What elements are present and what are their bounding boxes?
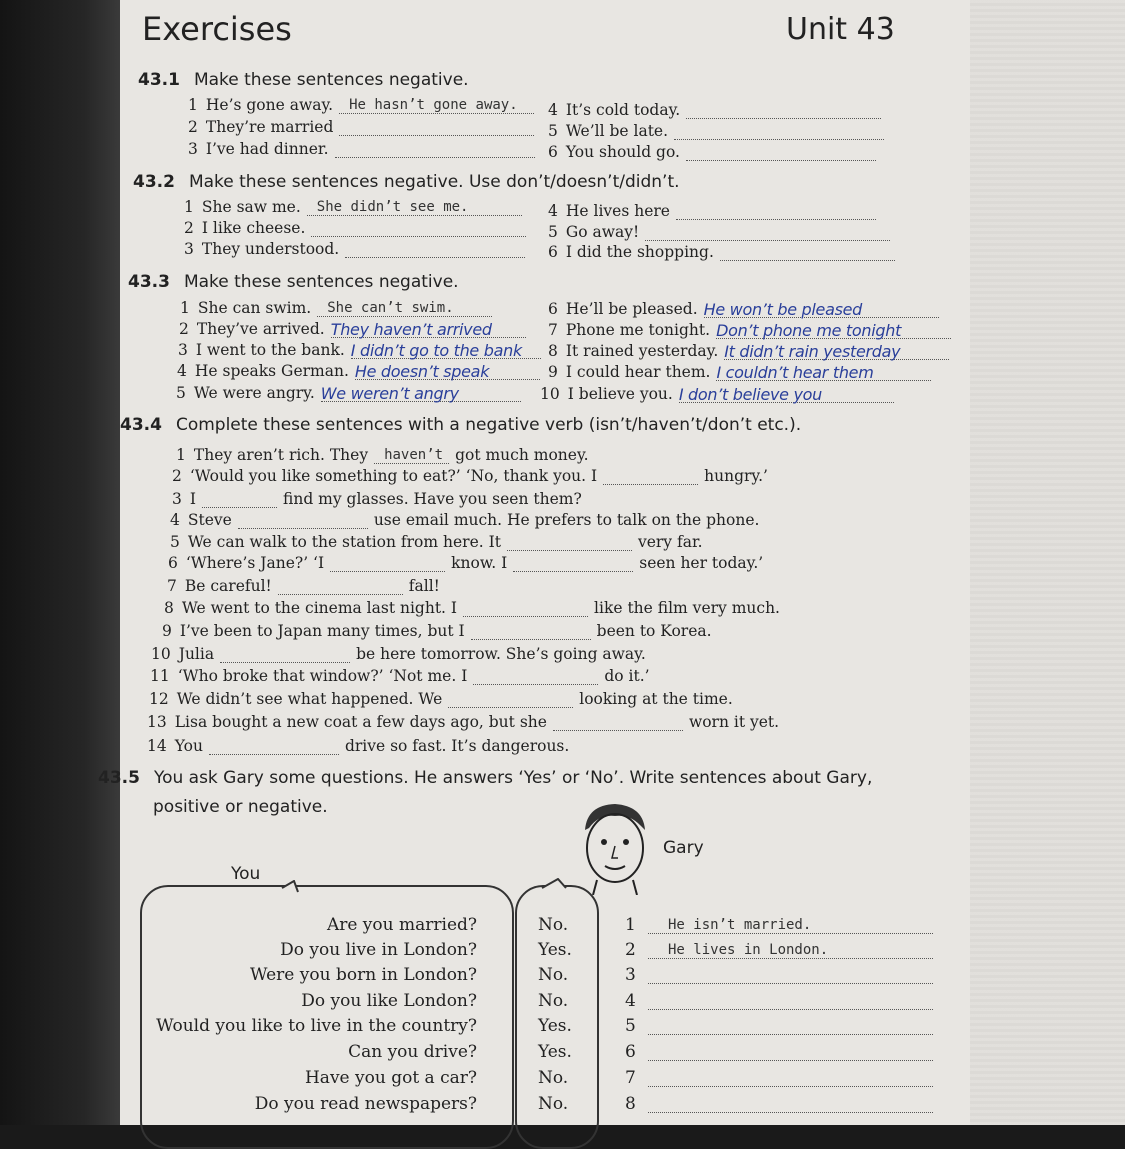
question-1: Are you married? bbox=[326, 915, 477, 935]
ex-43-4-item-13 bbox=[147, 713, 779, 731]
sentence-start: I’ve been to Japan many times, but I bbox=[179, 622, 465, 640]
answer-field[interactable]: Don’t phone me tonight bbox=[716, 322, 951, 339]
answer-field[interactable] bbox=[335, 141, 535, 158]
gary-answer-5: Yes. bbox=[538, 1016, 572, 1036]
ex-43-3-item-9: 9 I could hear them. I couldn’t hear them bbox=[548, 363, 937, 381]
sentence-end: drive so fast. It’s dangerous. bbox=[344, 737, 570, 755]
sentence-field-5[interactable] bbox=[648, 1018, 933, 1035]
sentence-number-1: 1 bbox=[625, 915, 636, 935]
sentence-end: got much money. bbox=[455, 446, 589, 464]
sentence-number-7: 7 bbox=[625, 1068, 636, 1088]
sentence-field-8[interactable] bbox=[648, 1096, 933, 1113]
ex-43-4-item-3 bbox=[172, 490, 582, 508]
answer-field[interactable] bbox=[345, 241, 525, 258]
sentence-end: been to Korea. bbox=[596, 622, 712, 640]
gary-answer-1: No. bbox=[538, 915, 569, 935]
ex-43-4-item-11 bbox=[150, 667, 650, 685]
ex-43-2-item-6: 6 I did the shopping. bbox=[548, 243, 901, 261]
sentence-field-6[interactable] bbox=[648, 1044, 933, 1061]
sentence-start: ‘Would you like something to eat?’ ‘No, thank you. I bbox=[189, 467, 598, 485]
sentence-field-4[interactable] bbox=[648, 993, 933, 1010]
answer-field[interactable]: She didn’t see me. bbox=[307, 199, 522, 216]
sentence-end: find my glasses. Have you seen them? bbox=[283, 490, 582, 508]
answer-field[interactable] bbox=[311, 220, 526, 237]
page-underlay-edge bbox=[970, 0, 1125, 1125]
item-number: 1 bbox=[176, 446, 186, 464]
section-43-5-heading: 43.5 You ask Gary some questions. He answers ‘Yes’ or ‘No’. Write sentences about Gary, bbox=[98, 768, 873, 788]
page-title: Exercises bbox=[142, 10, 292, 48]
ex-43-1-item-5: 5 We’ll be late. bbox=[548, 122, 890, 140]
you-label: You bbox=[231, 864, 261, 884]
ex-43-2-item-3: 3 They understood. bbox=[184, 240, 531, 258]
sentence-end-2: seen her today.’ bbox=[639, 554, 764, 572]
ex-43-1-item-1: 1 He’s gone away. He hasn’t gone away. bbox=[188, 96, 540, 114]
ex-43-3-item-2: 2 They’ve arrived. They haven’t arrived bbox=[179, 320, 532, 338]
answer-field-2[interactable] bbox=[513, 555, 633, 572]
ex-43-4-item-1 bbox=[176, 446, 589, 464]
sentence-number-5: 5 bbox=[625, 1016, 636, 1036]
answer-field[interactable] bbox=[553, 714, 683, 731]
sentence-start: They aren’t rich. They bbox=[193, 446, 369, 464]
answer-field[interactable] bbox=[603, 468, 698, 485]
question-6: Can you drive? bbox=[348, 1042, 477, 1062]
item-number: 5 bbox=[170, 533, 180, 551]
answer-field[interactable]: He doesn’t speak bbox=[355, 363, 540, 380]
answer-field[interactable] bbox=[686, 144, 876, 161]
item-number: 14 bbox=[147, 737, 167, 755]
answer-field[interactable] bbox=[463, 600, 588, 617]
item-number: 7 bbox=[167, 577, 177, 595]
sentence-field-3[interactable] bbox=[648, 967, 933, 984]
gary-answer-3: No. bbox=[538, 965, 569, 985]
sentence-start: ‘Who broke that window?’ ‘Not me. I bbox=[177, 667, 468, 685]
unit-label: Unit 43 bbox=[786, 12, 895, 47]
written-sentence: He isn’t married. bbox=[668, 917, 812, 933]
answer-field[interactable]: I couldn’t hear them bbox=[716, 364, 931, 381]
sentence-field-2[interactable] bbox=[648, 942, 933, 959]
sentence-end: do it.’ bbox=[604, 667, 650, 685]
answer-field[interactable] bbox=[720, 244, 895, 261]
answer-field[interactable] bbox=[507, 534, 632, 551]
sentence-number-6: 6 bbox=[625, 1042, 636, 1062]
item-number: 9 bbox=[162, 622, 172, 640]
sentence-field-7[interactable] bbox=[648, 1070, 933, 1087]
ex-43-3-item-5: 5 We were angry. We weren’t angry bbox=[176, 384, 527, 402]
question-2: Do you live in London? bbox=[280, 940, 477, 960]
sentence-start: Lisa bought a new coat a few days ago, but she bbox=[174, 713, 547, 731]
you-bubble-tail bbox=[280, 880, 320, 908]
sentence-end: looking at the time. bbox=[579, 690, 733, 708]
item-number: 2 bbox=[172, 467, 182, 485]
ex-43-1-item-4: 4 It’s cold today. bbox=[548, 101, 887, 119]
ex-43-1-item-6: 6 You should go. bbox=[548, 143, 882, 161]
answer-field[interactable] bbox=[202, 491, 277, 508]
ex-43-3-item-8: 8 It rained yesterday. It didn’t rain yesterday bbox=[548, 342, 955, 360]
ex-43-4-item-12 bbox=[149, 690, 733, 708]
answer-field[interactable] bbox=[330, 555, 445, 572]
sentence-end: fall! bbox=[408, 577, 440, 595]
section-43-1-heading: 43.1 Make these sentences negative. bbox=[138, 70, 469, 90]
answer-field[interactable]: He won’t be pleased bbox=[704, 301, 939, 318]
sentence-start: ‘Where’s Jane?’ ‘I bbox=[185, 554, 325, 572]
sentence-end: be here tomorrow. She’s going away. bbox=[356, 645, 646, 663]
answer-field[interactable]: I don’t believe you bbox=[679, 386, 894, 403]
ex-43-3-item-7: 7 Phone me tonight. Don’t phone me tonight bbox=[548, 321, 957, 339]
question-4: Do you like London? bbox=[301, 991, 477, 1011]
ex-43-3-item-4: 4 He speaks German. He doesn’t speak bbox=[177, 362, 546, 380]
gary-portrait-icon bbox=[575, 800, 655, 895]
answer-field[interactable]: They haven’t arrived bbox=[331, 321, 526, 338]
sentence-end: use email much. He prefers to talk on the phone. bbox=[373, 511, 760, 529]
answer-field[interactable] bbox=[209, 738, 339, 755]
section-43-3-heading: 43.3 Make these sentences negative. bbox=[128, 272, 459, 292]
gary-bubble-tail bbox=[540, 878, 580, 906]
answer-field[interactable]: It didn’t rain yesterday bbox=[724, 343, 949, 360]
sentence-number-2: 2 bbox=[625, 940, 636, 960]
answer-field[interactable] bbox=[676, 203, 876, 220]
answer-field[interactable] bbox=[448, 691, 573, 708]
ex-43-4-item-8 bbox=[164, 599, 780, 617]
sentence-start: I bbox=[189, 490, 196, 508]
item-number: 12 bbox=[149, 690, 169, 708]
question-8: Do you read newspapers? bbox=[254, 1094, 477, 1114]
ex-43-3-item-1: 1 She can swim. She can’t swim. bbox=[180, 299, 498, 317]
ex-43-2-item-1: 1 She saw me. She didn’t see me. bbox=[184, 198, 528, 216]
answer-field[interactable]: I didn’t go to the bank bbox=[351, 342, 541, 359]
gary-answer-6: Yes. bbox=[538, 1042, 572, 1062]
item-number: 6 bbox=[168, 554, 178, 572]
ex-43-4-item-5 bbox=[170, 533, 703, 551]
section-43-2-heading: 43.2 Make these sentences negative. Use don’t/doesn’t/didn’t. bbox=[133, 172, 680, 192]
answer-field[interactable] bbox=[220, 646, 350, 663]
ex-43-4-item-6 bbox=[168, 554, 763, 572]
sentence-end: worn it yet. bbox=[688, 713, 780, 731]
ex-43-4-item-10 bbox=[151, 645, 646, 663]
ex-43-1-item-2: 2 They’re married bbox=[188, 118, 540, 136]
answer-field[interactable] bbox=[674, 123, 884, 140]
question-5: Would you like to live in the country? bbox=[156, 1016, 477, 1036]
question-7: Have you got a car? bbox=[304, 1068, 477, 1088]
gary-label: Gary bbox=[663, 838, 704, 858]
answer-field[interactable] bbox=[686, 102, 881, 119]
ex-43-2-item-2: 2 I like cheese. bbox=[184, 219, 532, 237]
sentence-end: very far. bbox=[637, 533, 703, 551]
sentence-field-1[interactable] bbox=[648, 917, 933, 934]
ex-43-4-item-2 bbox=[172, 467, 768, 485]
ex-43-3-item-10: 10 I believe you. I don’t believe you bbox=[540, 385, 900, 403]
ex-43-3-item-6: 6 He’ll be pleased. He won’t be pleased bbox=[548, 300, 945, 318]
ex-43-1-item-3: 3 I’ve had dinner. bbox=[188, 140, 541, 158]
gary-answer-8: No. bbox=[538, 1094, 569, 1114]
sentence-start: We didn’t see what happened. We bbox=[176, 690, 443, 708]
sentence-start: Be careful! bbox=[184, 577, 272, 595]
item-number: 11 bbox=[150, 667, 170, 685]
answer-field[interactable]: We weren’t angry bbox=[321, 385, 521, 402]
gary-answer-7: No. bbox=[538, 1068, 569, 1088]
ex-43-3-item-3: 3 I went to the bank. I didn’t go to the bank bbox=[178, 341, 547, 359]
answer-field[interactable] bbox=[278, 578, 403, 595]
item-number: 13 bbox=[147, 713, 167, 731]
ex-43-2-item-5: 5 Go away! bbox=[548, 223, 896, 241]
answer-field[interactable] bbox=[473, 668, 598, 685]
ex-43-4-item-14 bbox=[147, 737, 569, 755]
answer-field[interactable] bbox=[471, 623, 591, 640]
sentence-end: like the film very much. bbox=[594, 599, 780, 617]
answer-text: haven’t bbox=[384, 447, 444, 463]
written-sentence: He lives in London. bbox=[668, 942, 829, 958]
sentence-number-8: 8 bbox=[625, 1094, 636, 1114]
sentence-start: Julia bbox=[178, 645, 215, 663]
answer-field[interactable] bbox=[645, 224, 890, 241]
ex-43-4-item-9 bbox=[162, 622, 712, 640]
gary-answer-4: No. bbox=[538, 991, 569, 1011]
sentence-end: know. I bbox=[451, 554, 508, 572]
sentence-number-3: 3 bbox=[625, 965, 636, 985]
photo-background-edge bbox=[0, 0, 120, 1125]
ex-43-4-item-4 bbox=[170, 511, 759, 529]
answer-field[interactable]: He hasn’t gone away. bbox=[339, 97, 534, 114]
sentence-start: You bbox=[174, 737, 203, 755]
sentence-number-4: 4 bbox=[625, 991, 636, 1011]
section-43-5-heading-line2: positive or negative. bbox=[153, 797, 328, 817]
item-number: 10 bbox=[151, 645, 171, 663]
answer-field[interactable] bbox=[339, 119, 534, 136]
gary-answer-2: Yes. bbox=[538, 940, 572, 960]
sentence-start: We can walk to the station from here. It bbox=[187, 533, 501, 551]
ex-43-2-item-4: 4 He lives here bbox=[548, 202, 882, 220]
item-number: 3 bbox=[172, 490, 182, 508]
sentence-end: hungry.’ bbox=[704, 467, 768, 485]
answer-field[interactable]: She can’t swim. bbox=[317, 300, 492, 317]
answer-field[interactable] bbox=[238, 512, 368, 529]
sentence-start: Steve bbox=[187, 511, 232, 529]
ex-43-4-item-7 bbox=[167, 577, 440, 595]
answer-field[interactable] bbox=[374, 447, 449, 464]
question-3: Were you born in London? bbox=[250, 965, 477, 985]
sentence-start: We went to the cinema last night. I bbox=[181, 599, 458, 617]
item-number: 8 bbox=[164, 599, 174, 617]
item-number: 4 bbox=[170, 511, 180, 529]
section-43-4-heading: 43.4 Complete these sentences with a negative verb (isn’t/haven’t/don’t etc.). bbox=[120, 415, 802, 435]
